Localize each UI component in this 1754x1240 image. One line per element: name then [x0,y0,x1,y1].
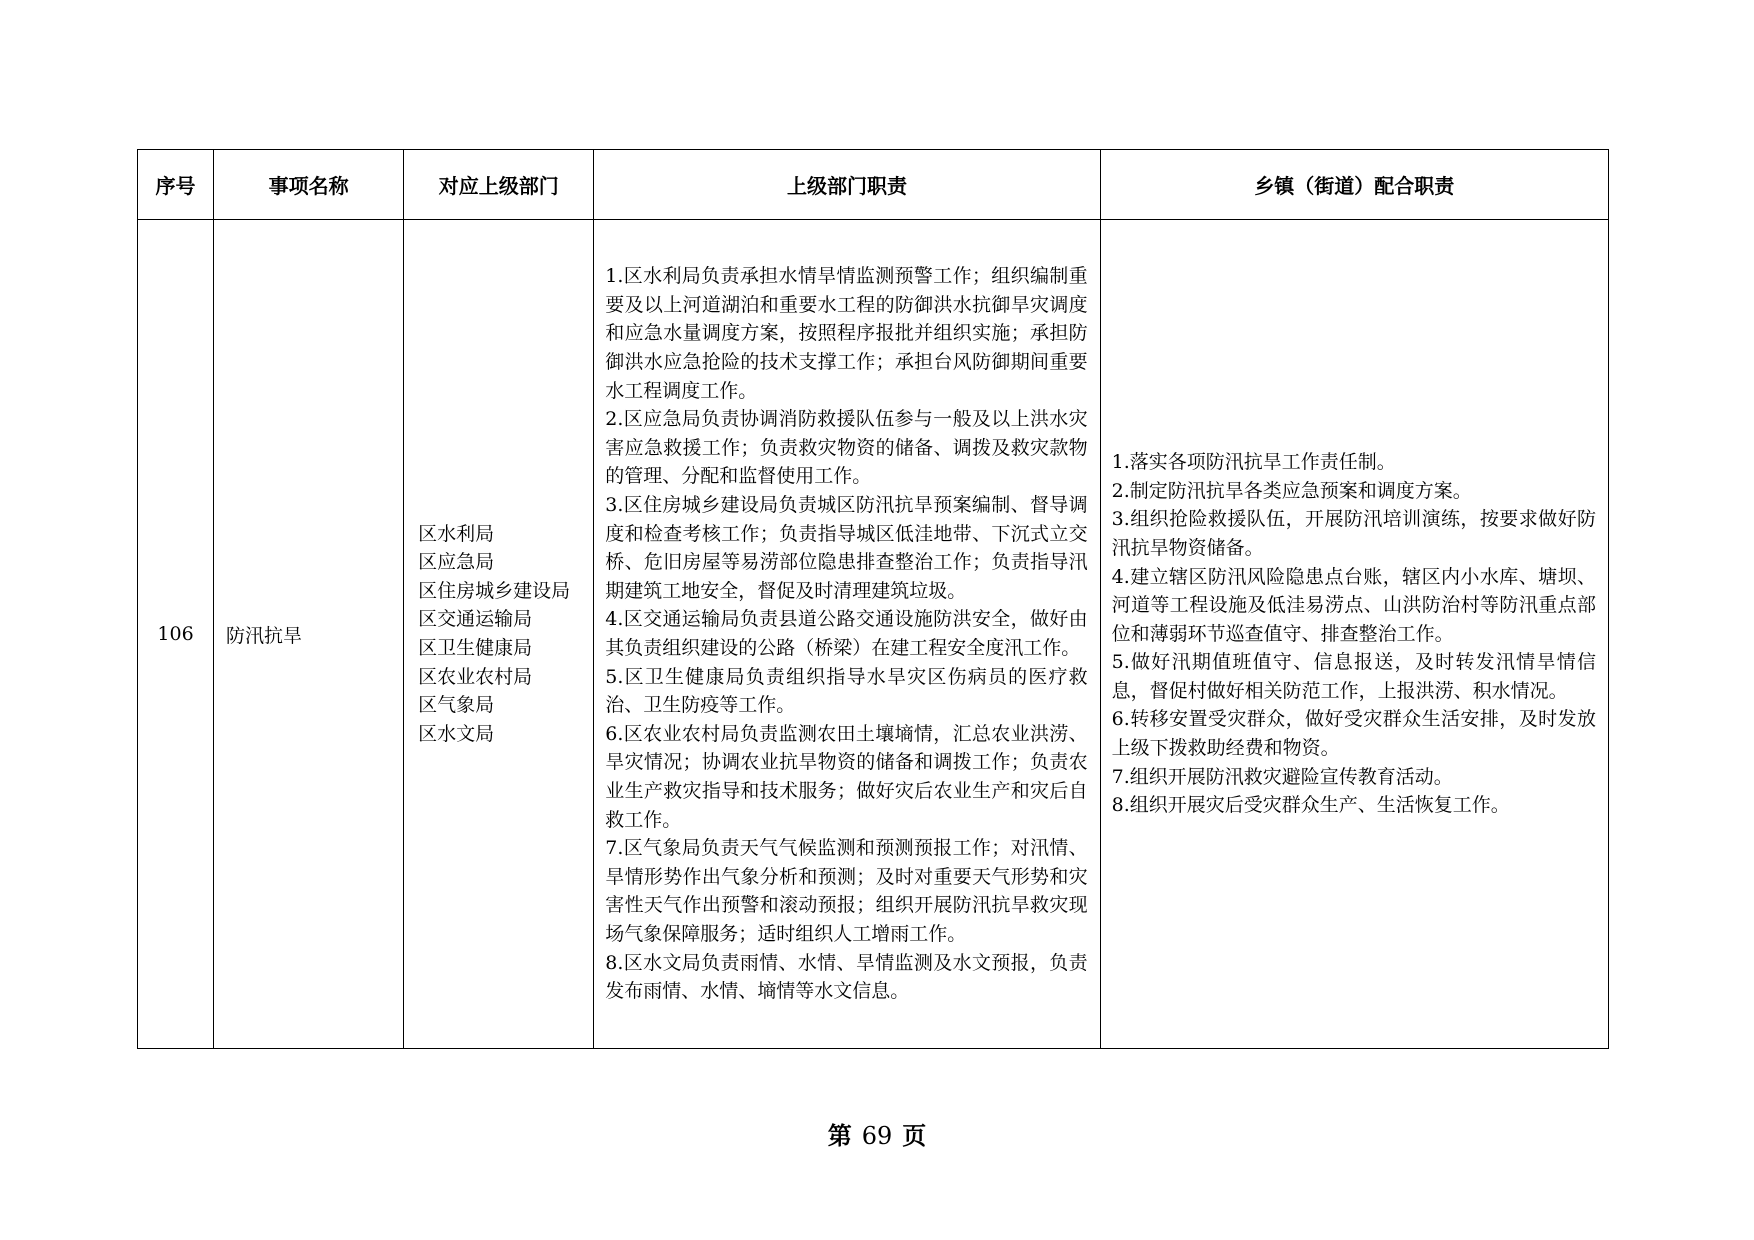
cell-item-number: 106 [138,220,214,1049]
upper-duty-item: 3.区住房城乡建设局负责城区防汛抗旱预案编制、督导调度和检查考核工作；负责指导城区低洼地带、下沉式立交桥、危旧房屋等易涝部位隐患排查整治工作；负责指导汛期建筑工地安全，督促及时清理建筑垃圾。 [605,494,1088,602]
page-prefix: 第 [827,1121,852,1150]
cell-departments [404,220,594,1049]
town-duty-item: 4.建立辖区防汛风险隐患点台账，辖区内小水库、塘坝、河道等工程设施及低洼易涝点、山洪防治村等防汛重点部位和薄弱环节巡查值守、排查整治工作。 [1111,565,1596,645]
cell-upper-duties [594,220,1100,1049]
town-duty-item: 5.做好汛期值班值守、信息报送，及时转发汛情旱情信息，督促村做好相关防范工作，上报洪涝、积水情况。 [1111,651,1596,702]
dept-item: 区水利局 [418,522,495,545]
page-suffix: 页 [902,1121,927,1150]
upper-duty-item: 1.区水利局负责承担水情旱情监测预警工作；组织编制重要及以上河道湖泊和重要水工程的防御洪水抗御旱灾调度和应急水量调度方案，按照程序报批并组织实施；承担防御洪水应急抢险的技术支撑工作；承担台风防御期间重要水工程调度工作。 [605,265,1088,402]
dept-item: 区农业农村局 [418,665,533,688]
cell-town-duties [1100,220,1608,1049]
header-dept: 对应上级部门 [404,150,594,220]
dept-item: 区住房城乡建设局 [418,579,571,602]
upper-duty-item: 5.区卫生健康局负责组织指导水旱灾区伤病员的医疗救治、卫生防疫等工作。 [605,665,1088,717]
dept-item: 区水文局 [418,722,495,745]
table-row [138,220,1609,1049]
dept-item: 区应急局 [418,551,495,574]
town-duty-item: 2.制定防汛抗旱各类应急预案和调度方案。 [1111,479,1472,502]
dept-item: 区卫生健康局 [418,637,533,659]
dept-item: 区气象局 [418,694,495,717]
town-duty-item: 1.落实各项防汛抗旱工作责任制。 [1111,451,1396,474]
duty-table [137,149,1609,1049]
header-town-duty: 乡镇（街道）配合职责 [1100,150,1608,220]
upper-duty-item: 6.区农业农村局负责监测农田土壤墒情，汇总农业洪涝、旱灾情况；协调农业抗旱物资的储备和调拨工作；负责农业生产救灾指导和技术服务；做好灾后农业生产和灾后自救工作。 [605,722,1088,831]
upper-duty-item: 4.区交通运输局负责县道公路交通设施防洪安全，做好由其负责组织建设的公路（桥梁）在建工程安全度汛工作。 [605,608,1088,659]
table-header-row [138,150,1609,220]
town-duty-item: 7.组织开展防汛救灾避险宣传教育活动。 [1111,765,1453,788]
header-upper-duty: 上级部门职责 [594,150,1100,220]
upper-duty-item: 2.区应急局负责协调消防救援队伍参与一般及以上洪水灾害应急救援工作；负责救灾物资的储备、调拨及救灾款物的管理、分配和监督使用工作。 [605,408,1088,488]
town-duty-item: 8.组织开展灾后受灾群众生产、生活恢复工作。 [1111,794,1510,817]
page-footer [0,1116,1754,1151]
cell-item-name: 防汛抗旱 [214,220,404,1049]
header-name: 事项名称 [214,150,404,220]
dept-item: 区交通运输局 [418,608,533,631]
upper-duty-item: 7.区气象局负责天气气候监测和预测预报工作；对汛情、旱情形势作出气象分析和预测；及时对重要天气形势和灾害性天气作出预警和滚动预报；组织开展防汛抗旱救灾现场气象保障服务；适时组织人工增雨工作。 [605,837,1088,945]
page-number: 69 [861,1122,893,1150]
upper-duty-item: 8.区水文局负责雨情、水情、旱情监测及水文预报，负责发布雨情、水情、墒情等水文信息。 [605,951,1088,1003]
town-duty-item: 3.组织抢险救援队伍，开展防汛培训演练，按要求做好防汛抗旱物资储备。 [1111,508,1596,559]
town-duty-item: 6.转移安置受灾群众，做好受灾群众生活安排，及时发放上级下拨救助经费和物资。 [1111,708,1596,760]
header-no: 序号 [138,150,214,220]
